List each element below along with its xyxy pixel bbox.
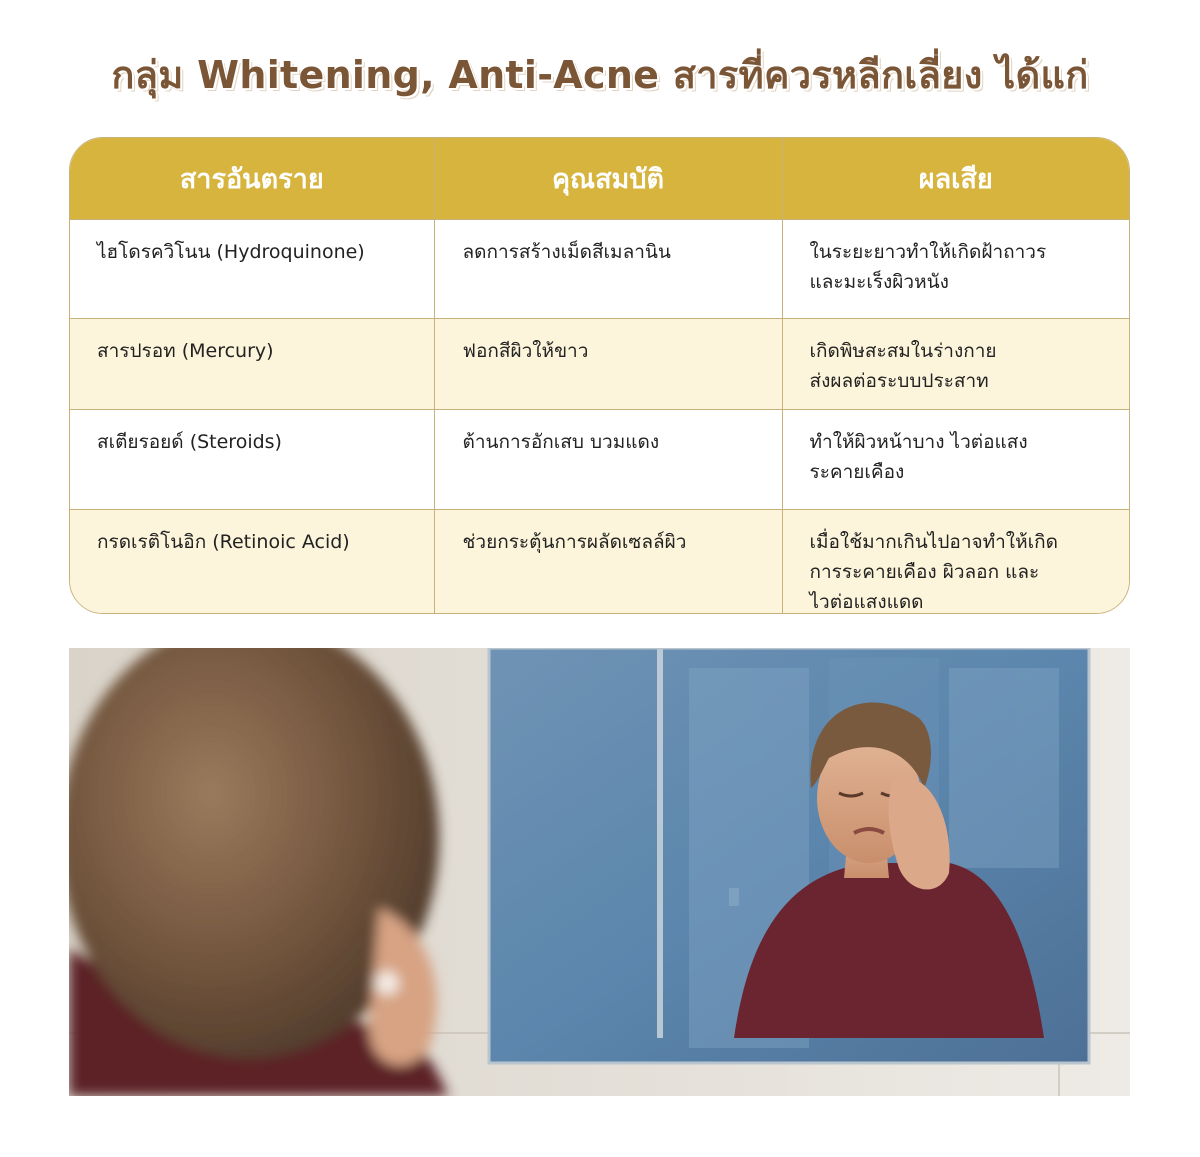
substance-cell: สเตียรอยด์ (Steroids)	[70, 410, 434, 510]
effect-cell	[782, 220, 1129, 319]
effect-cell	[782, 510, 1129, 615]
property-cell: ต้านการอักเสบ บวมแดง	[434, 410, 782, 510]
table-header-row	[70, 138, 1129, 220]
effect-line: และมะเร็งผิวหนัง	[809, 271, 949, 293]
table-row	[70, 220, 1129, 319]
effect-line: ส่งผลต่อระบบประสาท	[809, 370, 989, 392]
page-title: กลุ่ม Whitening, Anti-Acne สารที่ควรหลีกเลี่ยง ได้แก่	[111, 53, 1089, 97]
header-substance: สารอันตราย	[70, 138, 434, 220]
effect-line: ระคายเคือง	[809, 461, 905, 483]
property-cell: ช่วยกระตุ้นการผลัดเซลล์ผิว	[434, 510, 782, 615]
substance-cell: สารปรอท (Mercury)	[70, 319, 434, 410]
effect-line: เมื่อใช้มากเกินไปอาจทำให้เกิด	[809, 531, 1058, 553]
substance-cell: กรดเรติโนอิก (Retinoic Acid)	[70, 510, 434, 615]
property-cell: ลดการสร้างเม็ดสีเมลานิน	[434, 220, 782, 319]
effect-line: ในระยะยาวทำให้เกิดฝ้าถาวร	[809, 241, 1047, 263]
table-row	[70, 510, 1129, 615]
table-row	[70, 319, 1129, 410]
substances-table	[69, 137, 1130, 614]
table-row	[70, 410, 1129, 510]
effect-cell	[782, 410, 1129, 510]
header-effect: ผลเสีย	[782, 138, 1129, 220]
effect-cell	[782, 319, 1129, 410]
substance-cell: ไฮโดรควิโนน (Hydroquinone)	[70, 220, 434, 319]
effect-line: ไวต่อแสงแดด	[809, 591, 924, 613]
effect-line: เกิดพิษสะสมในร่างกาย	[809, 340, 997, 362]
effect-line: การระคายเคือง ผิวลอก และ	[809, 561, 1040, 583]
header-property: คุณสมบัติ	[434, 138, 782, 220]
mirror-photo	[69, 648, 1130, 1096]
woman-crying-mirror-illustration	[69, 648, 1130, 1096]
property-cell: ฟอกสีผิวให้ขาว	[434, 319, 782, 410]
effect-line: ทำให้ผิวหน้าบาง ไวต่อแสง	[809, 431, 1028, 453]
